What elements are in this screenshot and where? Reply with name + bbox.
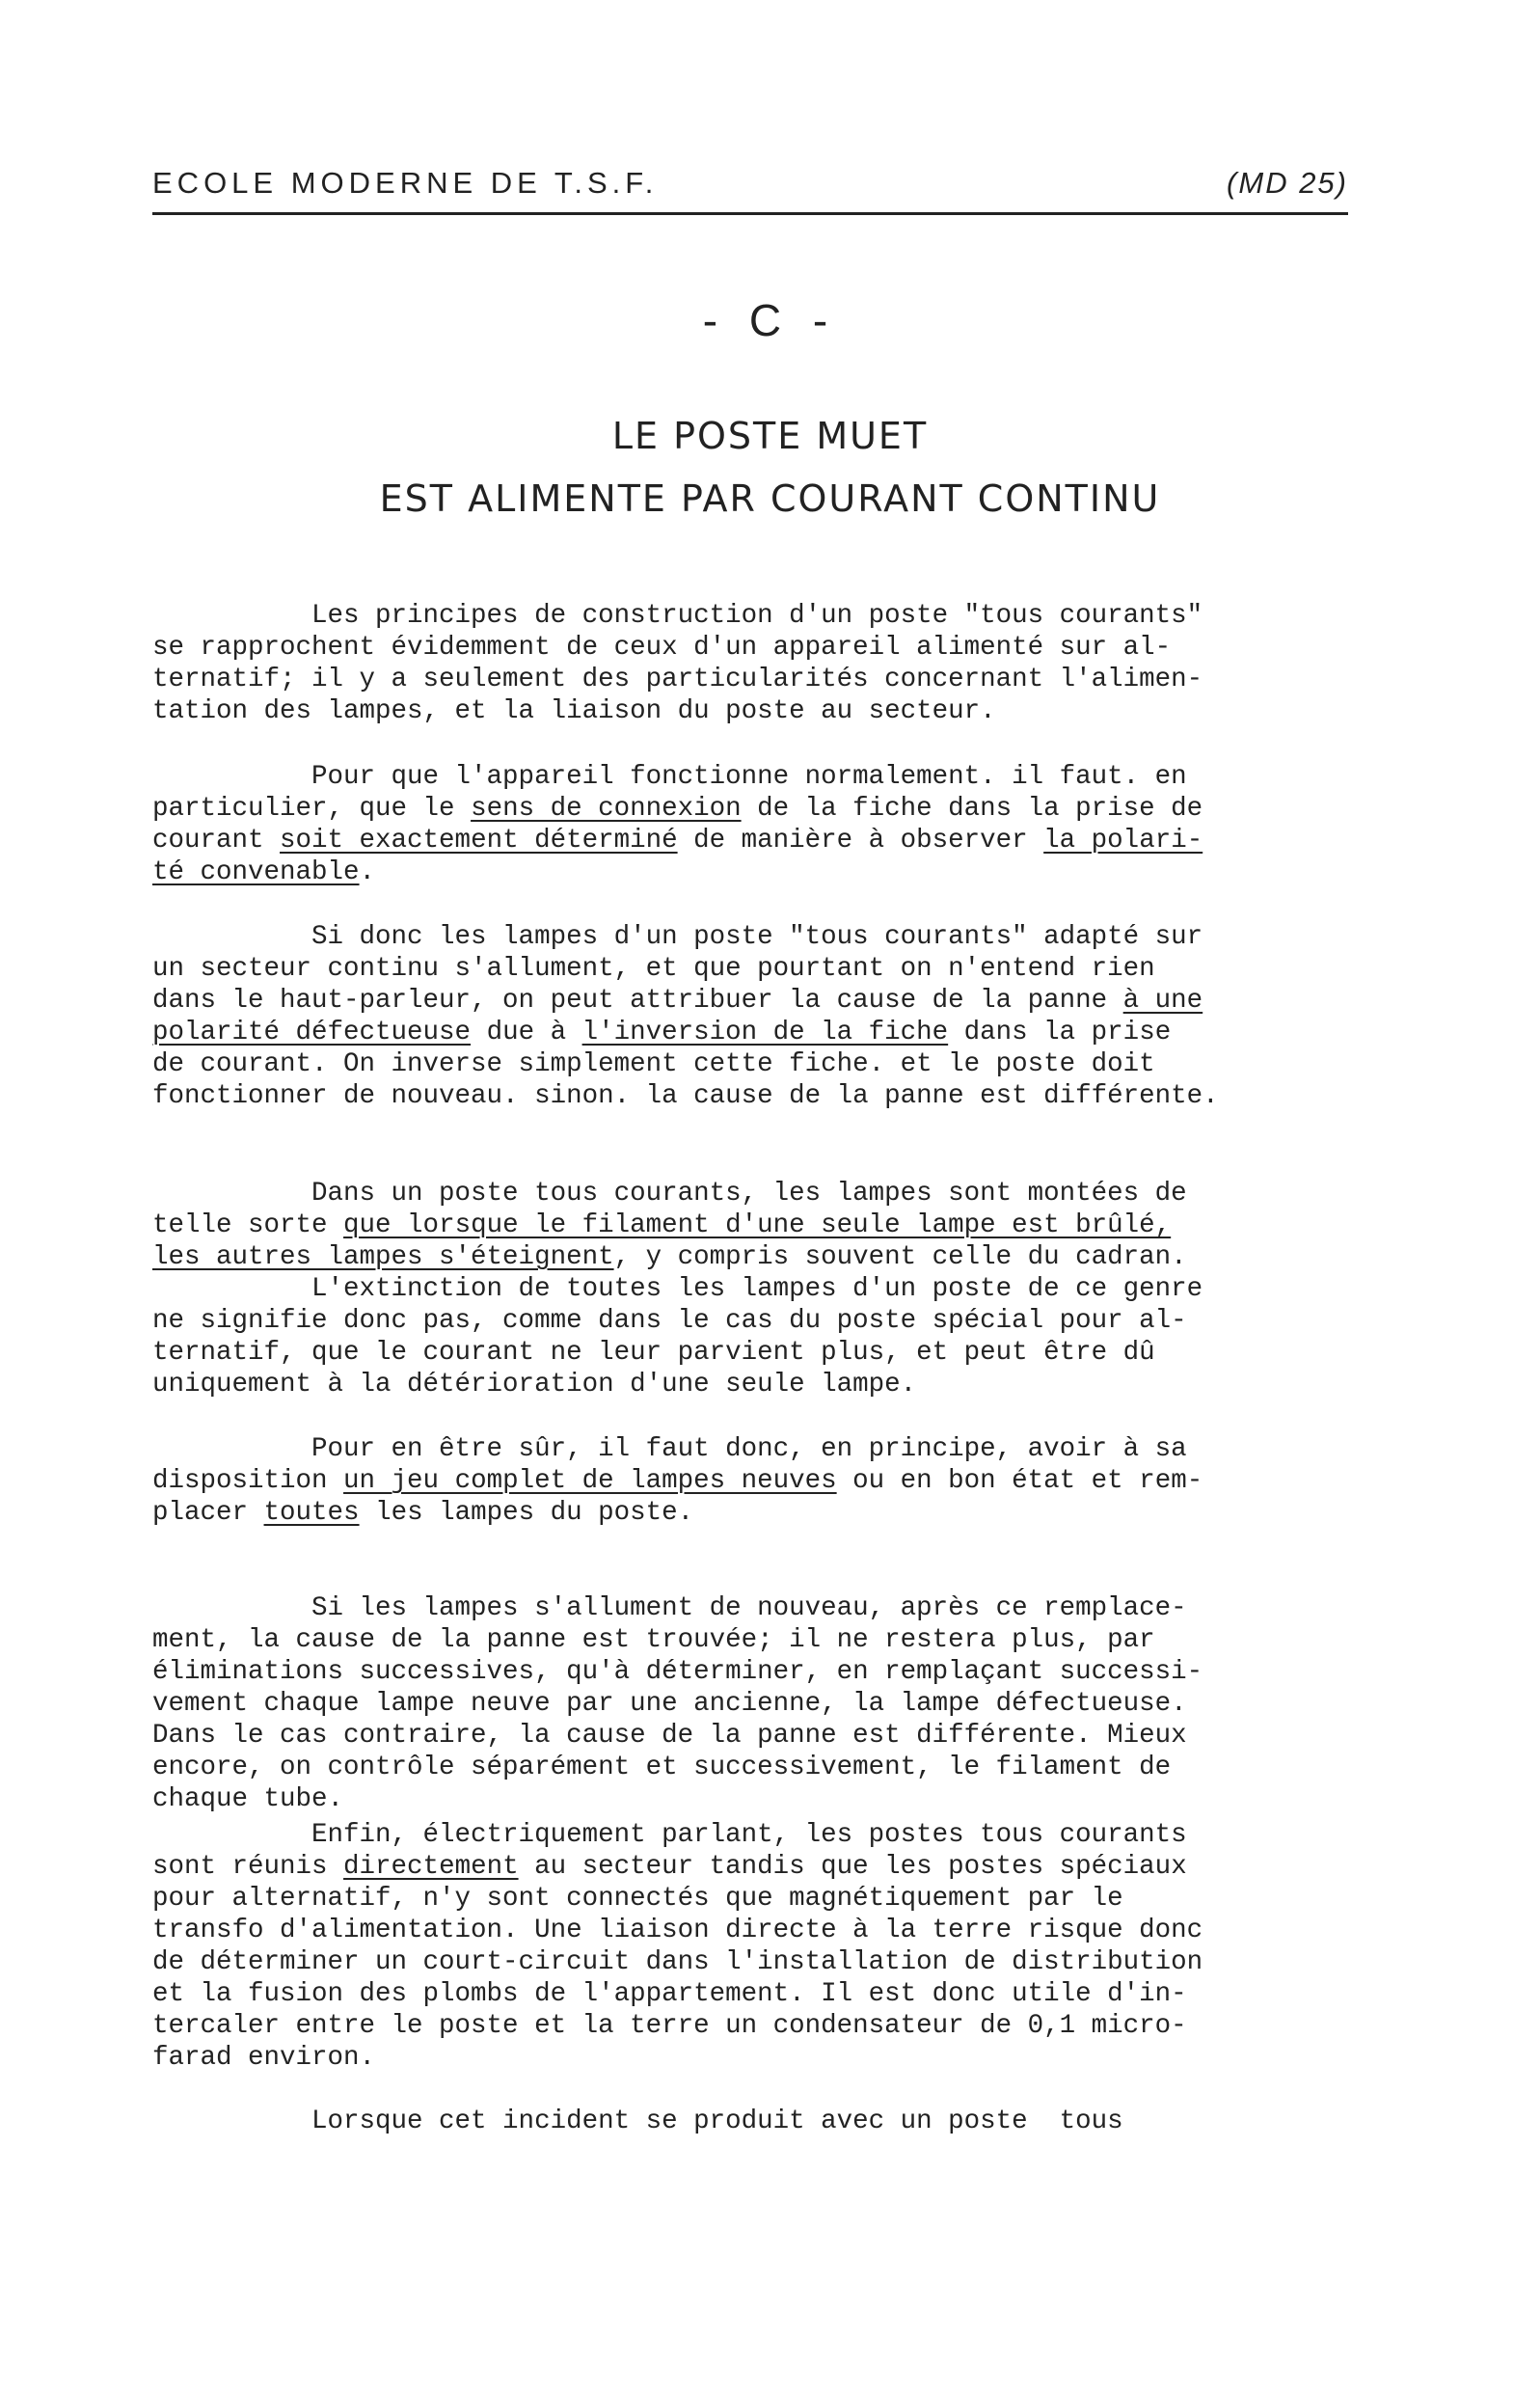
text-line	[152, 1080, 1348, 1112]
underlined-text: directement	[343, 1852, 519, 1882]
page-header	[152, 166, 1348, 215]
text-run: Lorsque cet incident se produit avec un poste tous	[152, 2107, 1123, 2136]
paragraph	[152, 1592, 1348, 1815]
text-run: ment, la cause de la panne est trouvée; il ne restera plus, par	[152, 1625, 1155, 1655]
text-run: farad environ.	[152, 2043, 376, 2073]
text-line	[152, 985, 1348, 1017]
text-run: tercaler entre le poste et la terre un condensateur de 0,1 micro-	[152, 2011, 1187, 2041]
text-run: ternatif; il y a seulement des particularités concernant l'alimen-	[152, 665, 1203, 694]
text-line	[152, 1433, 1348, 1465]
text-line	[152, 1851, 1348, 1883]
text-run: se rapprochent évidemment de ceux d'un appareil alimenté sur al-	[152, 633, 1172, 663]
text-line	[152, 1273, 1348, 1305]
text-run: Si donc les lampes d'un poste "tous courants" adapté sur	[152, 922, 1203, 952]
text-line	[152, 1720, 1348, 1752]
paragraph	[152, 600, 1348, 727]
text-line	[152, 1656, 1348, 1688]
underlined-text: soit exactement déterminé	[280, 826, 678, 856]
text-run: particulier, que le	[152, 794, 472, 824]
text-run: pour alternatif, n'y sont connectés que magnétiquement par le	[152, 1884, 1123, 1914]
text-line	[152, 761, 1348, 793]
text-run: éliminations successives, qu'à déterminer, en remplaçant successi-	[152, 1657, 1203, 1687]
chapter-title-line-1: LE POSTE MUET	[611, 415, 929, 457]
text-run: de déterminer un court-circuit dans l'installation de distribution	[152, 1947, 1203, 1977]
text-line	[152, 1241, 1348, 1273]
paragraph	[152, 1273, 1348, 1400]
paragraph	[152, 1178, 1348, 1273]
text-line	[152, 664, 1348, 695]
underlined-text: polarité défectueuse	[152, 1018, 472, 1047]
document-reference: (MD 25)	[1227, 166, 1348, 200]
text-run: ne signifie donc pas, comme dans le cas du poste spécial pour al-	[152, 1306, 1187, 1336]
text-run: Pour en être sûr, il faut donc, en principe, avoir à sa	[152, 1434, 1187, 1464]
text-run: L'extinction de toutes les lampes d'un poste de ce genre	[152, 1274, 1203, 1304]
text-line	[152, 1946, 1348, 1978]
text-run: de manière à observer	[677, 826, 1044, 856]
text-run: placer	[152, 1498, 264, 1528]
text-line	[152, 921, 1348, 953]
text-line	[152, 1688, 1348, 1720]
text-run: Les principes de construction d'un poste "tous courants"	[152, 601, 1203, 631]
text-line	[152, 1752, 1348, 1783]
text-line	[152, 1305, 1348, 1337]
text-line	[152, 2042, 1348, 2074]
text-run: ou en bon état et rem-	[836, 1466, 1203, 1496]
text-run: dans la prise	[948, 1018, 1172, 1047]
underlined-text: la polari-	[1043, 826, 1203, 856]
text-run: vement chaque lampe neuve par une ancienne, la lampe défectueuse.	[152, 1689, 1187, 1719]
text-run: Si les lampes s'allument de nouveau, après ce remplace-	[152, 1593, 1187, 1623]
underlined-text: à une	[1122, 986, 1203, 1016]
underlined-text: toutes	[263, 1498, 360, 1528]
underlined-text: les autres lampes s'éteignent	[152, 1242, 614, 1272]
text-line	[152, 1337, 1348, 1369]
text-run: disposition	[152, 1466, 344, 1496]
text-line	[152, 1465, 1348, 1497]
text-run: et la fusion des plombs de l'appartement. Il est donc utile d'in-	[152, 1979, 1187, 2009]
text-run: fonctionner de nouveau. sinon. la cause de la panne est différente.	[152, 1081, 1219, 1111]
text-run: Dans le cas contraire, la cause de la panne est différente. Mieux	[152, 1721, 1187, 1751]
text-line	[152, 1369, 1348, 1400]
text-line	[152, 600, 1348, 632]
text-run: Pour que l'appareil fonctionne normalement. il faut. en	[152, 762, 1187, 792]
paragraph	[152, 1433, 1348, 1529]
text-line	[152, 1178, 1348, 1210]
text-line	[152, 695, 1348, 727]
text-run: tation des lampes, et la liaison du poste au secteur.	[152, 696, 996, 726]
text-line	[152, 1883, 1348, 1915]
text-run: due à	[471, 1018, 582, 1047]
text-line	[152, 825, 1348, 856]
text-run: Dans un poste tous courants, les lampes sont montées de	[152, 1179, 1187, 1209]
paragraph	[152, 921, 1348, 1112]
text-run: courant	[152, 826, 281, 856]
text-line	[152, 632, 1348, 664]
text-line	[152, 2106, 1348, 2137]
text-line	[152, 1624, 1348, 1656]
text-run: dans le haut-parleur, on peut attribuer la cause de la panne	[152, 986, 1123, 1016]
underlined-text: un jeu complet de lampes neuves	[343, 1466, 837, 1496]
text-line	[152, 1819, 1348, 1851]
text-run: un secteur continu s'allument, et que pourtant on n'entend rien	[152, 954, 1155, 984]
text-line	[152, 1497, 1348, 1529]
text-line	[152, 1592, 1348, 1624]
text-run: chaque tube.	[152, 1784, 344, 1814]
text-line	[152, 856, 1348, 888]
text-line	[152, 793, 1348, 825]
text-run: les lampes du poste.	[359, 1498, 694, 1528]
text-line	[152, 1783, 1348, 1815]
underlined-text: té convenable	[152, 857, 360, 887]
paragraph	[152, 761, 1348, 888]
text-run: uniquement à la détérioration d'une seule lampe.	[152, 1370, 917, 1400]
text-line	[152, 1048, 1348, 1080]
text-run: .	[359, 857, 376, 887]
text-run: , y compris souvent celle du cadran.	[613, 1242, 1187, 1272]
text-line	[152, 1017, 1348, 1048]
text-run: encore, on contrôle séparément et successivement, le filament de	[152, 1753, 1172, 1782]
text-run: ternatif, que le courant ne leur parvient plus, et peut être dû	[152, 1338, 1155, 1368]
underlined-text: l'inversion de la fiche	[581, 1018, 949, 1047]
text-run: sont réunis	[152, 1852, 344, 1882]
paragraph	[152, 2106, 1348, 2137]
school-name: ECOLE MODERNE DE T.S.F.	[152, 166, 659, 200]
chapter-title-line-2: EST ALIMENTE PAR COURANT CONTINU	[379, 477, 1161, 520]
section-letter: - C -	[702, 295, 838, 345]
text-line	[152, 1210, 1348, 1241]
text-line	[152, 953, 1348, 985]
text-run: de la fiche dans la prise de	[741, 794, 1203, 824]
text-run: telle sorte	[152, 1210, 344, 1240]
underlined-text: sens de connexion	[471, 794, 742, 824]
paragraph	[152, 1819, 1348, 2074]
text-line	[152, 2010, 1348, 2042]
text-line	[152, 1978, 1348, 2010]
text-line	[152, 1915, 1348, 1946]
text-run: Enfin, électriquement parlant, les postes tous courants	[152, 1820, 1187, 1850]
text-run: transfo d'alimentation. Une liaison directe à la terre risque donc	[152, 1916, 1203, 1945]
text-run: de courant. On inverse simplement cette fiche. et le poste doit	[152, 1049, 1155, 1079]
underlined-text: que lorsque le filament d'une seule lampe est brûlé,	[343, 1210, 1172, 1240]
text-run: au secteur tandis que les postes spéciaux	[518, 1852, 1187, 1882]
